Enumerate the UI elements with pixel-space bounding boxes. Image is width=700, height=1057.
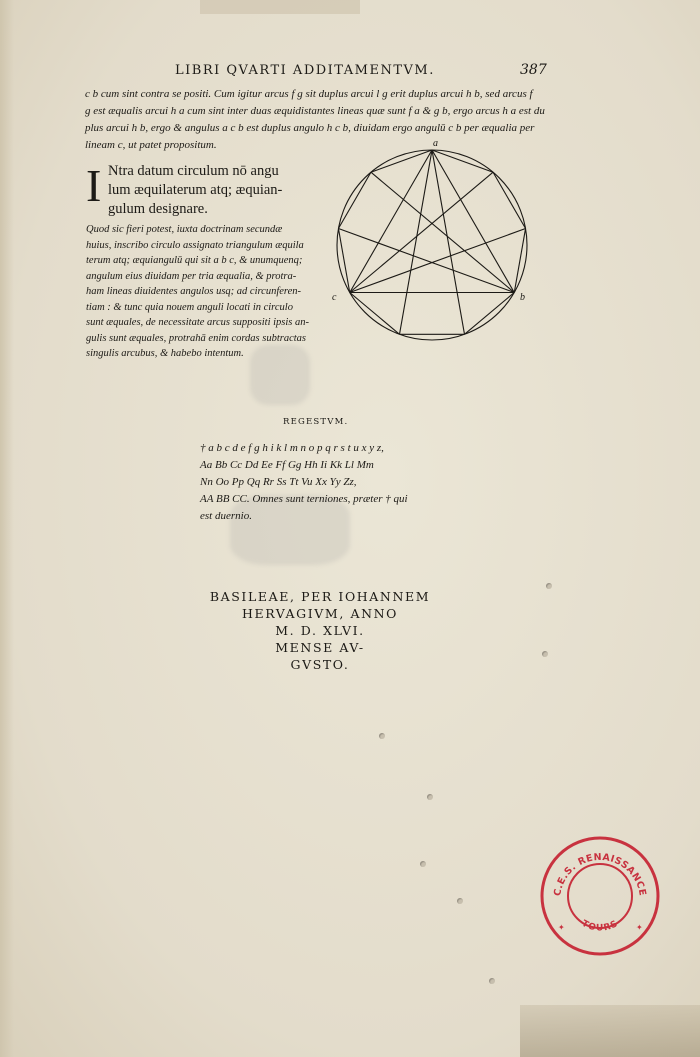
stamp-top-text: C.E.S. RENAISSANCE <box>552 851 648 897</box>
point-label-a: a <box>433 138 438 149</box>
text-line: AA BB CC. Omnes sunt terniones, præter † qui <box>200 493 408 505</box>
text-line: gulis sunt æquales, protrahā enim cordas subtractas <box>86 332 307 344</box>
point-label-c: c <box>332 292 337 303</box>
paper-hole <box>457 898 463 904</box>
svg-text:✦: ✦ <box>636 923 643 932</box>
svg-text:TOURS <box>580 919 620 934</box>
nonagon-diagram <box>330 140 535 350</box>
trisecting-line <box>338 229 514 293</box>
stamp-seal <box>538 834 662 958</box>
text-line: BASILEAE, PER IOHANNEM <box>209 589 431 604</box>
paper-hole <box>546 583 552 589</box>
paper-hole <box>420 861 426 867</box>
nonagon-side <box>338 172 370 228</box>
geometry-figure <box>330 140 535 350</box>
regestum-list <box>200 440 460 525</box>
text-line: tiam : & tunc quia nouem anguli locati in circulo <box>86 301 293 313</box>
trisecting-line <box>350 172 493 292</box>
proposition-statement <box>108 162 340 219</box>
text-line: MENSE AV- <box>275 640 365 655</box>
text-line: gulum designare. <box>108 201 208 217</box>
running-title: LIBRI QVARTI ADDITAMENTVM. <box>175 63 435 78</box>
svg-text:C.E.S. RENAISSANCE <box>552 852 648 897</box>
text-line: GVSTO. <box>290 657 350 672</box>
paper-hole <box>379 733 385 739</box>
stamp-bottom-text: TOURS <box>579 918 621 934</box>
colophon <box>200 588 440 673</box>
nonagon-side <box>464 293 514 335</box>
text-line: † a b c d e f g h i k l m n o p q r s t u x y z, <box>200 442 384 454</box>
regestum-heading: REGESTVM. <box>283 417 349 427</box>
trisecting-line <box>371 172 514 292</box>
nonagon-side <box>432 150 493 172</box>
text-line: sunt æquales, de necessitate arcus suppositi ipsis an- <box>86 317 310 328</box>
text-line: lineam c, ut patet propositum. <box>85 139 217 151</box>
paper-stain-bottom <box>520 1005 700 1057</box>
circle-outline <box>337 150 527 340</box>
text-line: M. D. XLVI. <box>275 623 365 638</box>
page-number: 387 <box>520 62 547 78</box>
drop-capital: I <box>86 160 102 211</box>
nonagon-side <box>338 229 349 293</box>
nonagon-side <box>514 229 525 293</box>
library-stamp <box>538 834 662 958</box>
text-line: singulis arcubus, & habebo intentum. <box>86 348 244 359</box>
text-line: g est æqualis arcui h a cum sint inter duas æquidistantes lineas quæ sunt f a & g b, ergo arcus h a est du <box>85 105 545 117</box>
text-line: Nn Oo Pp Qq Rr Ss Tt Vu Xx Yy Zz, <box>200 476 357 488</box>
proposition-proof <box>86 222 336 362</box>
text-line: HERVAGIVM, ANNO <box>241 606 399 621</box>
point-label-b: b <box>520 292 525 303</box>
text-line: est duernio. <box>200 510 252 522</box>
text-line: Quod sic fieri potest, iuxta doctrinam secundæ <box>86 224 283 235</box>
trisecting-line <box>350 229 526 293</box>
page-edge-shadow <box>0 0 14 1057</box>
text-line: Ntra datum circulum nō angu <box>108 163 279 179</box>
text-line: ham lineas diuidentes angulos usq; ad circunferen- <box>86 286 302 297</box>
nonagon-side <box>350 293 400 335</box>
svg-text:✦: ✦ <box>558 923 565 932</box>
paper-stain-top <box>200 0 360 14</box>
text-line: Aa Bb Cc Dd Ee Ff Gg Hh Ii Kk Ll Mm <box>200 459 374 471</box>
text-line: angulum eius diuidam per tria æqualia, & protra- <box>86 270 297 282</box>
text-line: lum æquilaterum atq; æquian- <box>108 182 283 198</box>
paper-hole <box>542 651 548 657</box>
text-line: c b cum sint contra se positi. Cum igitur arcus f g sit duplus arcui l g erit duplus arcui h b, sed arcus f <box>85 88 533 100</box>
text-line: plus arcui h b, ergo & angulus a c b est duplus angulo h c b, diuidam ergo angulū c b per æqualia per <box>85 122 535 134</box>
nonagon-side <box>371 150 432 172</box>
paper-hole <box>489 978 495 984</box>
nonagon-side <box>493 172 525 228</box>
paper-hole <box>427 794 433 800</box>
text-line: huius, inscribo circulo assignato triangulum æquila <box>86 239 304 251</box>
text-line: terum atq; æquiangulū qui sit a b c, & unumquenq; <box>86 255 303 266</box>
